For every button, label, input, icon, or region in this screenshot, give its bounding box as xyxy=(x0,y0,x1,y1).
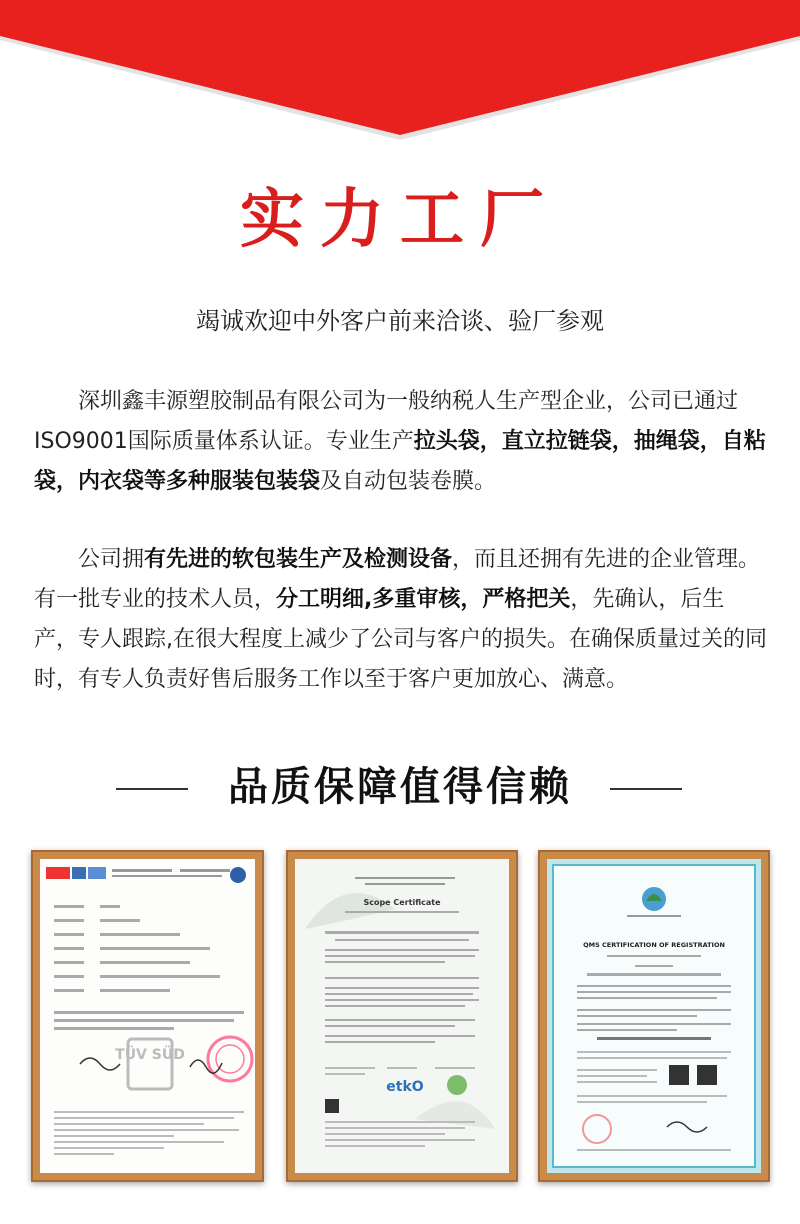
certificate-2-illustration xyxy=(295,859,509,1173)
certificate-3-illustration xyxy=(547,859,761,1173)
intro-text: 公司拥 xyxy=(78,547,145,572)
intro-text: 深圳鑫丰源塑胶制品有限公司为一般纳税人生产型企业，公司已通过ISO9001国际质量体系认证。专业生产 xyxy=(34,389,739,454)
intro-bold-products: 拉头袋，直立拉链袋，抽绳袋，自粘袋，内衣袋等多种服装包装袋 xyxy=(34,429,766,494)
scope-cert-heading: Scope Certificate xyxy=(363,898,441,907)
certificate-1-illustration xyxy=(40,859,255,1173)
certificate-3[interactable] xyxy=(538,850,770,1182)
certificate-3-document xyxy=(547,859,761,1173)
tuv-stamp-text: TÜV SÜD xyxy=(115,1047,185,1063)
certificate-2-document xyxy=(295,859,509,1173)
page-title: 实力工厂 xyxy=(240,183,560,257)
section-heading xyxy=(0,757,800,817)
certificate-1[interactable] xyxy=(31,850,264,1182)
heading-rule-left xyxy=(116,788,188,790)
intro-bold-process: 分工明细,多重审核，严格把关 xyxy=(276,587,571,612)
page-subtitle: 竭诚欢迎中外客户前来洽谈、验厂参观 xyxy=(196,307,604,335)
certificate-2[interactable] xyxy=(286,850,518,1182)
etko-logo-text: etkO xyxy=(386,1079,424,1095)
qms-cert-heading: QMS CERTIFICATION OF REGISTRATION xyxy=(583,941,725,949)
intro-text: ，而且还拥有先进的企业管理。有一批专业的技术人员， xyxy=(34,547,761,612)
intro-bold-equipment: 有先进的软包装生产及检测设备 xyxy=(144,547,453,572)
intro-text: 及自动包装卷膜。 xyxy=(320,469,497,494)
certificate-1-document xyxy=(40,859,255,1173)
intro-paragraph-2 xyxy=(34,540,768,700)
intro-paragraph-1 xyxy=(34,382,768,502)
section-title: 品质保障值得信赖 xyxy=(228,764,572,810)
heading-rule-right xyxy=(610,788,682,790)
intro-text: ，先确认，后生产，专人跟踪,在很大程度上减少了公司与客户的损失。在确保质量过关的同时，有专人负责好售后服务工作以至于客户更加放心、满意。 xyxy=(34,587,767,692)
